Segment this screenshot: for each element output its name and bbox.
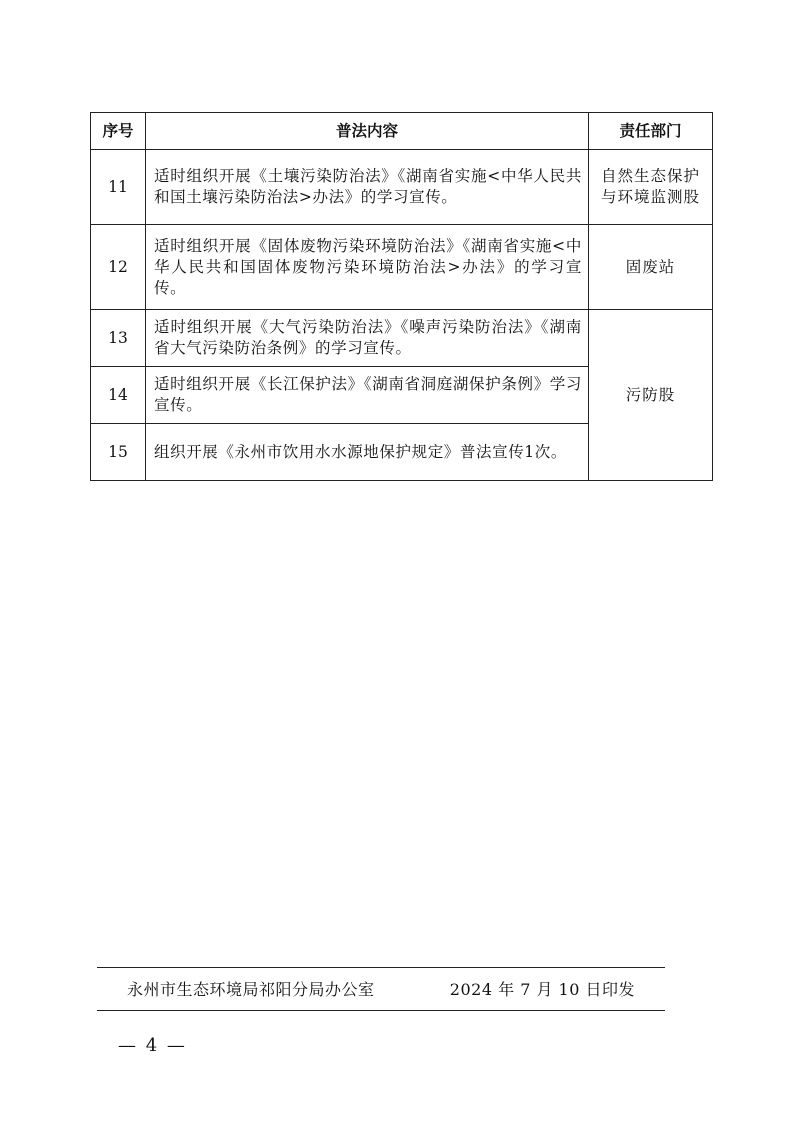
page-number: — 4 — [118, 1035, 187, 1056]
table-header-row [91, 113, 713, 150]
header-content: 普法内容 [146, 113, 589, 150]
footer-top-rule [97, 967, 665, 968]
row-content: 适时组织开展《固体废物污染环境防治法》《湖南省实施<中华人民共和国固体废物污染环境防治法>办法》的学习宣传。 [146, 225, 589, 310]
row-department: 污防股 [589, 310, 713, 481]
row-number: 11 [91, 150, 146, 225]
row-content: 组织开展《永州市饮用水水源地保护规定》普法宣传1次。 [146, 424, 589, 481]
row-content: 适时组织开展《大气污染防治法》《噪声污染防治法》《湖南省大气污染防治条例》的学习宣传。 [146, 310, 589, 367]
table-row [91, 150, 713, 225]
issuer-name: 永州市生态环境局祁阳分局办公室 [127, 980, 375, 999]
row-content: 适时组织开展《土壤污染防治法》《湖南省实施<中华人民共和国土壤污染防治法>办法》的学习宣传。 [146, 150, 589, 225]
responsibility-table [90, 112, 713, 481]
footer-issuance-line [97, 978, 665, 1002]
row-number: 13 [91, 310, 146, 367]
row-department: 固废站 [589, 225, 713, 310]
header-department: 责任部门 [589, 113, 713, 150]
table-row [91, 310, 713, 367]
row-number: 12 [91, 225, 146, 310]
header-number: 序号 [91, 113, 146, 150]
issue-date: 2024 年 7 月 10 日印发 [449, 980, 635, 999]
row-number: 15 [91, 424, 146, 481]
row-department: 自然生态保护与环境监测股 [589, 150, 713, 225]
row-number: 14 [91, 367, 146, 424]
table-row [91, 225, 713, 310]
footer-bottom-rule [97, 1010, 665, 1011]
responsibility-table-container [90, 112, 712, 481]
row-content: 适时组织开展《长江保护法》《湖南省洞庭湖保护条例》学习宣传。 [146, 367, 589, 424]
